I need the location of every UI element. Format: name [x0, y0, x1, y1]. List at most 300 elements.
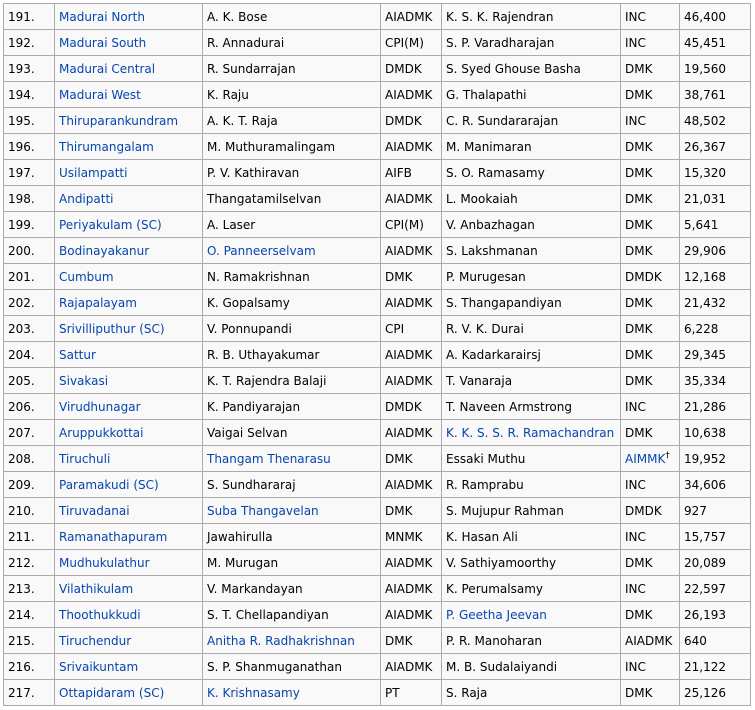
winner-party-text: AIADMK [385, 139, 433, 154]
winner-party [381, 472, 442, 498]
constituency-link[interactable]: Ramanathapuram [59, 529, 168, 544]
margin [680, 524, 751, 550]
runner-up-text: S. P. Varadharajan [446, 35, 555, 50]
winner-party [381, 108, 442, 134]
runner-up-text: P. Murugesan [446, 269, 526, 284]
constituency [55, 82, 203, 108]
margin [680, 498, 751, 524]
constituency [55, 134, 203, 160]
constituency-link[interactable]: Mudhukulathur [59, 555, 150, 570]
runner-up-text: K. S. K. Rajendran [446, 9, 554, 24]
constituency-link[interactable]: Srivilliputhur (SC) [59, 321, 165, 336]
runner-up-party-text: INC [625, 35, 646, 50]
runner-up-party [621, 4, 680, 30]
runner-up [442, 446, 621, 472]
row-number-text: 191. [8, 9, 35, 24]
margin [680, 472, 751, 498]
winner-party [381, 368, 442, 394]
constituency-link[interactable]: Thiruparankundram [59, 113, 179, 128]
table-row [4, 576, 751, 602]
row-number-text: 207. [8, 425, 35, 440]
winner-party [381, 342, 442, 368]
winner [203, 160, 381, 186]
row-number-text: 198. [8, 191, 35, 206]
table-row [4, 108, 751, 134]
table-row [4, 446, 751, 472]
winner-party-text: DMK [385, 633, 413, 648]
winner-party-text: AIADMK [385, 295, 433, 310]
margin [680, 550, 751, 576]
winner-party-text: AIADMK [385, 659, 433, 674]
runner-up-party-text: DMDK [625, 269, 662, 284]
row-number [4, 602, 55, 628]
margin [680, 56, 751, 82]
runner-up-party [621, 680, 680, 706]
runner-up-party-text: INC [625, 581, 646, 596]
runner-up-party-text: DMK [625, 321, 653, 336]
row-number-text: 210. [8, 503, 35, 518]
constituency-link[interactable]: Ottapidaram (SC) [59, 685, 165, 700]
winner-link[interactable]: Suba Thangavelan [207, 503, 319, 518]
runner-up-text: M. Manimaran [446, 139, 532, 154]
margin-text: 19,952 [684, 451, 726, 466]
runner-up-party [621, 550, 680, 576]
runner-up [442, 420, 621, 446]
winner [203, 524, 381, 550]
margin-text: 21,031 [684, 191, 726, 206]
row-number-text: 197. [8, 165, 35, 180]
constituency-link[interactable]: Madurai West [59, 87, 141, 102]
row-number-text: 192. [8, 35, 35, 50]
margin-text: 12,168 [684, 269, 726, 284]
winner-party [381, 680, 442, 706]
runner-up-text: S. Lakshmanan [446, 243, 538, 258]
margin-text: 15,757 [684, 529, 726, 544]
margin-text: 48,502 [684, 113, 726, 128]
constituency-link[interactable]: Tiruchuli [59, 451, 111, 466]
winner [203, 186, 381, 212]
winner-party [381, 550, 442, 576]
winner-party [381, 654, 442, 680]
row-number-text: 193. [8, 61, 35, 76]
winner-party-text: AIADMK [385, 87, 433, 102]
runner-up [442, 30, 621, 56]
row-number [4, 290, 55, 316]
runner-up [442, 498, 621, 524]
runner-up [442, 524, 621, 550]
runner-up-party-text: DMK [625, 373, 653, 388]
row-number [4, 498, 55, 524]
runner-up-party [621, 576, 680, 602]
winner-text: R. Annadurai [207, 35, 285, 50]
constituency-link[interactable]: Thoothukkudi [59, 607, 141, 622]
runner-up-party-note: † [665, 451, 670, 461]
table-row [4, 628, 751, 654]
margin [680, 680, 751, 706]
winner [203, 368, 381, 394]
winner-party-text: AIADMK [385, 607, 433, 622]
row-number [4, 212, 55, 238]
winner [203, 342, 381, 368]
runner-up [442, 82, 621, 108]
runner-up [442, 368, 621, 394]
constituency-link[interactable]: Rajapalayam [59, 295, 137, 310]
runner-up-party [621, 82, 680, 108]
winner [203, 576, 381, 602]
margin [680, 602, 751, 628]
row-number [4, 680, 55, 706]
margin-text: 20,089 [684, 555, 726, 570]
winner [203, 290, 381, 316]
winner-text: Thangatamilselvan [207, 191, 322, 206]
winner [203, 602, 381, 628]
margin [680, 316, 751, 342]
margin-text: 15,320 [684, 165, 726, 180]
row-number [4, 654, 55, 680]
runner-up [442, 56, 621, 82]
constituency-link[interactable]: Madurai Central [59, 61, 156, 76]
margin [680, 628, 751, 654]
constituency-link[interactable]: Sattur [59, 347, 96, 362]
constituency-link[interactable]: Vilathikulam [59, 581, 134, 596]
constituency-link[interactable]: Virudhunagar [59, 399, 141, 414]
runner-up [442, 160, 621, 186]
constituency [55, 602, 203, 628]
winner-text: K. Pandiyarajan [207, 399, 301, 414]
runner-up-party-text: DMK [625, 217, 653, 232]
constituency-link[interactable]: Bodinayakanur [59, 243, 150, 258]
winner-party-text: AIADMK [385, 555, 433, 570]
winner-party-text: DMK [385, 451, 413, 466]
constituency [55, 264, 203, 290]
runner-up-text: S. Thangapandiyan [446, 295, 562, 310]
winner-party [381, 264, 442, 290]
runner-up-party-text: DMK [625, 243, 653, 258]
constituency [55, 212, 203, 238]
runner-up-party [621, 238, 680, 264]
constituency-link[interactable]: Aruppukkottai [59, 425, 144, 440]
winner-party [381, 238, 442, 264]
winner-text: R. B. Uthayakumar [207, 347, 320, 362]
winner [203, 472, 381, 498]
runner-up [442, 108, 621, 134]
constituency-link[interactable]: Paramakudi (SC) [59, 477, 159, 492]
table-row [4, 56, 751, 82]
runner-up-party [621, 316, 680, 342]
runner-up [442, 134, 621, 160]
margin-text: 927 [684, 503, 707, 518]
runner-up-party [621, 472, 680, 498]
winner [203, 56, 381, 82]
winner-party-text: AIADMK [385, 373, 433, 388]
winner-text: K. T. Rajendra Balaji [207, 373, 327, 388]
winner-text: V. Markandayan [207, 581, 303, 596]
runner-up-party [621, 446, 680, 472]
row-number [4, 134, 55, 160]
winner-link[interactable]: Anitha R. Radhakrishnan [207, 633, 355, 648]
row-number [4, 446, 55, 472]
winner-party [381, 420, 442, 446]
margin [680, 264, 751, 290]
winner-party-text: AIFB [385, 165, 412, 180]
constituency [55, 472, 203, 498]
row-number-text: 200. [8, 243, 35, 258]
margin [680, 238, 751, 264]
runner-up-party-link[interactable]: AIMMK [625, 452, 666, 466]
table-row [4, 264, 751, 290]
row-number [4, 524, 55, 550]
constituency-link[interactable]: Srivaikuntam [59, 659, 139, 674]
runner-up-link[interactable]: P. Geetha Jeevan [446, 607, 547, 622]
constituency [55, 550, 203, 576]
margin [680, 576, 751, 602]
winner-party [381, 212, 442, 238]
row-number [4, 56, 55, 82]
runner-up-party-text: INC [625, 9, 646, 24]
winner-party-text: DMK [385, 269, 413, 284]
winner-party-text: AIADMK [385, 477, 433, 492]
row-number-text: 203. [8, 321, 35, 336]
runner-up-text: R. Ramprabu [446, 477, 524, 492]
runner-up [442, 654, 621, 680]
runner-up-party-text: DMK [625, 191, 653, 206]
runner-up-text: G. Thalapathi [446, 87, 527, 102]
runner-up [442, 264, 621, 290]
winner-link[interactable]: Thangam Thenarasu [207, 451, 331, 466]
runner-up-party [621, 628, 680, 654]
row-number-text: 201. [8, 269, 35, 284]
constituency-link[interactable]: Periyakulam (SC) [59, 217, 162, 232]
constituency [55, 446, 203, 472]
runner-up-party-text: INC [625, 529, 646, 544]
runner-up-text: V. Anbazhagan [446, 217, 535, 232]
runner-up-party [621, 56, 680, 82]
table-row [4, 186, 751, 212]
constituency-link[interactable]: Madurai North [59, 9, 145, 24]
row-number [4, 576, 55, 602]
winner [203, 680, 381, 706]
table-row [4, 134, 751, 160]
runner-up-text: L. Mookaiah [446, 191, 518, 206]
runner-up-party [621, 654, 680, 680]
table-row [4, 238, 751, 264]
runner-up-party-text: INC [625, 113, 646, 128]
winner-text: K. Gopalsamy [207, 295, 290, 310]
runner-up-party [621, 420, 680, 446]
table-row [4, 290, 751, 316]
margin-text: 26,193 [684, 607, 726, 622]
winner-party [381, 394, 442, 420]
runner-up-party [621, 342, 680, 368]
constituency-link[interactable]: Cumbum [59, 269, 114, 284]
runner-up [442, 680, 621, 706]
runner-up-party [621, 498, 680, 524]
runner-up-text: S. Syed Ghouse Basha [446, 61, 581, 76]
table-row [4, 680, 751, 706]
row-number [4, 550, 55, 576]
winner-party [381, 524, 442, 550]
constituency [55, 524, 203, 550]
table-row [4, 82, 751, 108]
margin-text: 45,451 [684, 35, 726, 50]
winner-party [381, 56, 442, 82]
runner-up-party-text: AIADMK [625, 633, 673, 648]
winner-text: A. Laser [207, 217, 256, 232]
winner [203, 264, 381, 290]
constituency [55, 394, 203, 420]
runner-up-text: P. R. Manoharan [446, 633, 543, 648]
runner-up-party-text: DMK [625, 139, 653, 154]
winner-text: M. Murugan [207, 555, 279, 570]
margin [680, 30, 751, 56]
constituency [55, 238, 203, 264]
row-number-text: 195. [8, 113, 35, 128]
constituency [55, 56, 203, 82]
winner-party [381, 290, 442, 316]
constituency [55, 186, 203, 212]
margin [680, 160, 751, 186]
constituency-link[interactable]: Thirumangalam [59, 139, 154, 154]
margin-text: 21,432 [684, 295, 726, 310]
margin [680, 212, 751, 238]
winner-party-text: CPI(M) [385, 217, 424, 232]
constituency-link[interactable]: Tiruchendur [59, 633, 132, 648]
runner-up-text: Essaki Muthu [446, 451, 526, 466]
row-number-text: 208. [8, 451, 35, 466]
table-row [4, 498, 751, 524]
constituency-link[interactable]: Madurai South [59, 35, 147, 50]
winner [203, 212, 381, 238]
margin-text: 5,641 [684, 217, 719, 232]
runner-up-party [621, 524, 680, 550]
winner-text: S. P. Shanmuganathan [207, 659, 342, 674]
winner-party-text: AIADMK [385, 9, 433, 24]
winner-party [381, 498, 442, 524]
margin [680, 342, 751, 368]
runner-up-party-text: DMK [625, 61, 653, 76]
constituency [55, 290, 203, 316]
winner [203, 628, 381, 654]
winner [203, 446, 381, 472]
runner-up-party-text: DMDK [625, 503, 662, 518]
margin-text: 640 [684, 633, 707, 648]
table-row [4, 394, 751, 420]
winner-text: R. Sundarrajan [207, 61, 296, 76]
runner-up-party-text: DMK [625, 685, 653, 700]
winner-party-text: CPI [385, 321, 405, 336]
winner-party [381, 30, 442, 56]
margin [680, 368, 751, 394]
constituency-link[interactable]: Usilampatti [59, 165, 128, 180]
runner-up-text: R. V. K. Durai [446, 321, 524, 336]
margin [680, 186, 751, 212]
constituency [55, 498, 203, 524]
winner [203, 394, 381, 420]
row-number [4, 394, 55, 420]
runner-up [442, 602, 621, 628]
margin [680, 654, 751, 680]
winner-party-text: CPI(M) [385, 35, 424, 50]
winner-party [381, 628, 442, 654]
winner [203, 82, 381, 108]
winner-party-text: DMDK [385, 399, 422, 414]
winner-link[interactable]: K. Krishnasamy [207, 685, 300, 700]
margin-text: 29,345 [684, 347, 726, 362]
runner-up-text: S. Raja [446, 685, 488, 700]
winner-party [381, 82, 442, 108]
constituency-link[interactable]: Tiruvadanai [59, 503, 130, 518]
constituency-link[interactable]: Sivakasi [59, 373, 109, 388]
row-number [4, 316, 55, 342]
constituency [55, 628, 203, 654]
margin [680, 82, 751, 108]
row-number [4, 108, 55, 134]
table-row [4, 524, 751, 550]
row-number-text: 216. [8, 659, 35, 674]
row-number [4, 82, 55, 108]
runner-up-text: M. B. Sudalaiyandi [446, 659, 558, 674]
row-number [4, 4, 55, 30]
winner [203, 654, 381, 680]
row-number [4, 238, 55, 264]
constituency [55, 30, 203, 56]
winner-party [381, 160, 442, 186]
constituency [55, 4, 203, 30]
row-number [4, 160, 55, 186]
margin-text: 21,122 [684, 659, 726, 674]
runner-up [442, 394, 621, 420]
winner-party-text: AIADMK [385, 425, 433, 440]
table-row [4, 160, 751, 186]
winner-link[interactable]: O. Panneerselvam [207, 243, 316, 258]
row-number-text: 213. [8, 581, 35, 596]
runner-up-link[interactable]: K. K. S. S. R. Ramachandran [446, 425, 615, 440]
winner-party [381, 446, 442, 472]
runner-up-party [621, 186, 680, 212]
margin [680, 108, 751, 134]
margin-text: 29,906 [684, 243, 726, 258]
winner [203, 108, 381, 134]
runner-up-party-text: DMK [625, 425, 653, 440]
runner-up-party [621, 30, 680, 56]
winner-party [381, 576, 442, 602]
results-table-body [4, 4, 751, 706]
winner-text: Vaigai Selvan [207, 425, 288, 440]
constituency-link[interactable]: Andipatti [59, 191, 114, 206]
margin-text: 46,400 [684, 9, 726, 24]
margin [680, 134, 751, 160]
margin-text: 10,638 [684, 425, 726, 440]
margin [680, 446, 751, 472]
winner-text: V. Ponnupandi [207, 321, 292, 336]
margin [680, 394, 751, 420]
runner-up-party-text: INC [625, 477, 646, 492]
row-number-text: 215. [8, 633, 35, 648]
runner-up-party [621, 160, 680, 186]
winner [203, 30, 381, 56]
table-row [4, 420, 751, 446]
table-row [4, 4, 751, 30]
runner-up-party-text: DMK [625, 555, 653, 570]
winner [203, 420, 381, 446]
runner-up-text: T. Naveen Armstrong [446, 399, 572, 414]
winner-text: A. K. Bose [207, 9, 268, 24]
winner-party-text: DMK [385, 503, 413, 518]
row-number-text: 199. [8, 217, 35, 232]
winner [203, 134, 381, 160]
row-number-text: 196. [8, 139, 35, 154]
row-number [4, 472, 55, 498]
